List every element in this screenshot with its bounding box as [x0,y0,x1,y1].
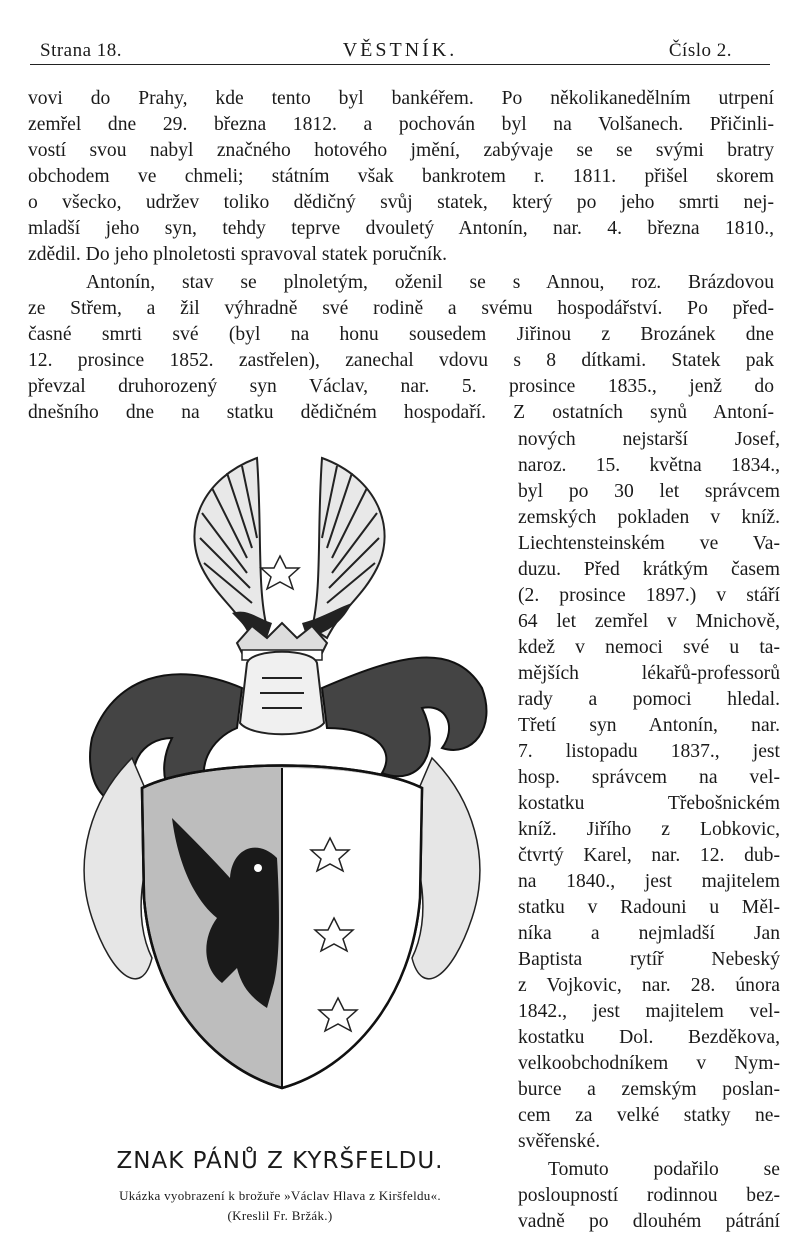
column-line: cem za velké statky ne- [518,1105,780,1126]
column-line: vadně po dlouhém pátrání [518,1211,780,1232]
column-line: níka a nejmladší Jan [518,923,780,944]
column-line: (2. prosince 1897.) v stáří [518,585,780,606]
body-line: vovi do Prahy, kde tento byl bankéřem. Po několikanedělním utrpení [28,88,774,109]
column-line: naroz. 15. května 1834., [518,455,780,476]
column-line: na 1840., jest majitelem [518,871,780,892]
issue-number: Číslo 2. [668,40,732,61]
body-line: obchodem ve chmeli; státním však bankrotem r. 1811. přišel skorem [28,166,774,187]
column-line: Baptista rytíř Nebeský [518,949,780,970]
body-line: mladší jeho syn, tehdy teprve dvouletý Antonín, nar. 4. března 1810., [28,218,774,239]
illustration-caption-title: ZNAK PÁNŮ Z KYRŠFELDU. [116,1148,444,1174]
column-line: mějších lékařů-professorů [518,663,780,684]
column-line: čtvrtý Karel, nar. 12. dub- [518,845,780,866]
column-line: statku v Radouni u Měl- [518,897,780,918]
caption-line: (Kreslil Fr. Bržák.) [227,1208,333,1223]
column-line: nových nejstarší Josef, [518,429,780,450]
column-line: kostatku Dol. Bezděkova, [518,1027,780,1048]
body-line: zemřel dne 29. března 1812. a pochován byl na Volšanech. Přičinli- [28,114,774,135]
page-header [30,30,770,65]
body-line: vostí svou nabyl značného hotového jmění, zabývaje se se svými bratry [28,140,774,161]
body-line: zdědil. Do jeho plnoletosti spravoval statek poručník. [28,244,447,265]
body-line: o všecko, udržev toliko dědičný svůj statek, který po jeho smrti nej- [28,192,774,213]
coat-of-arms-icon [52,438,512,1103]
column-line: hosp. správcem na vel- [518,767,780,788]
page-number: Strana 18. [40,40,123,61]
column-line: kdež v nemoci své u ta- [518,637,780,658]
column-line: 7. listopadu 1837., jest [518,741,780,762]
journal-title: VĚSTNÍK. [342,39,458,61]
column-line: kníž. Jiřího z Lobkovic, [518,819,780,840]
column-line: posloupností rodinnou bez- [518,1185,780,1206]
body-line: časné smrti své (byl na honu sousedem Jiřinou z Brozánek dne [28,324,774,345]
column-line: 64 let zemřel v Mnichově, [518,611,780,632]
column-line: Liechtensteinském ve Va- [518,533,780,554]
column-line: duzu. Před krátkým časem [518,559,780,580]
column-line: svěřenské. [518,1131,601,1152]
column-line: kostatku Třebošnickém [518,793,780,814]
column-line: 1842., jest majitelem vel- [518,1001,780,1022]
column-line: Tomuto podařilo se [548,1159,780,1180]
caption-line: Ukázka vyobrazení k brožuře »Václav Hlava z Kiršfeldu«. [119,1188,441,1203]
column-line: burce a zemským poslan- [518,1079,780,1100]
body-line: 12. prosince 1852. zastřelen), zanechal vdovu s 8 dítkami. Statek pak [28,350,774,371]
column-line: velkoobchodníkem v Nym- [518,1053,780,1074]
column-line: z Vojkovic, nar. 28. února [518,975,780,996]
column-line: zemských pokladen v kníž. [518,507,780,528]
illustration-caption [30,1186,530,1226]
column-line: byl po 30 let správcem [518,481,780,502]
body-line: převzal druhorozený syn Václav, nar. 5. prosince 1835., jenž do [28,376,774,397]
body-line: ze Střem, a žil výhradně své rodině a svému hospodářství. Po před- [28,298,774,319]
body-line: dnešního dne na statku dědičném hospodaří. Z ostatních synů Antoní- [28,402,774,423]
column-line: Třetí syn Antonín, nar. [518,715,780,736]
body-line: Antonín, stav se plnoletým, oženil se s Annou, roz. Brázdovou [86,272,774,293]
column-line: rady a pomoci hledal. [518,689,780,710]
